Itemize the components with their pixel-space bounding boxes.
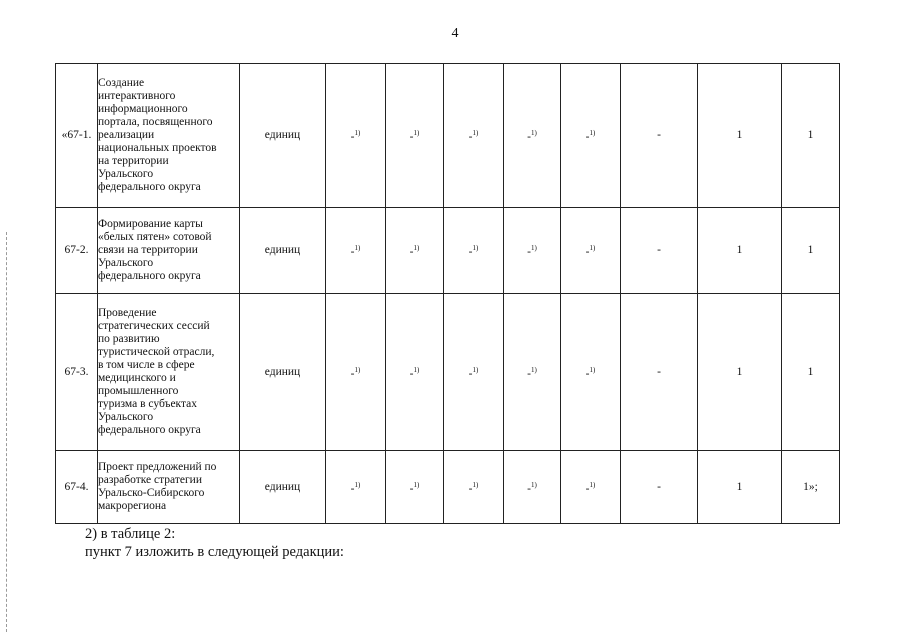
footnote-marker: 1) <box>413 129 420 137</box>
value-text: - <box>585 131 590 143</box>
footnote-marker: 1) <box>354 365 361 374</box>
row-number: «67-1. <box>56 64 98 208</box>
footnote-marker: 1) <box>531 244 537 252</box>
footnote-marker: 1) <box>531 365 537 374</box>
value-text: - <box>585 482 590 495</box>
margin-binding-line <box>6 232 7 632</box>
row-value-cell <box>444 451 504 524</box>
footer-line-1: 2) в таблице 2: <box>85 526 176 542</box>
value-text: - <box>585 246 590 258</box>
row-value-cell <box>504 208 561 294</box>
indicator-table <box>55 63 840 524</box>
row-value-cell <box>504 294 561 451</box>
row-value-v6: - <box>621 294 698 451</box>
value-text: - <box>527 246 531 258</box>
value-text: - <box>527 482 531 495</box>
footnote-marker: 1) <box>589 480 596 489</box>
value-text: - <box>527 367 531 380</box>
row-number: 67-2. <box>56 208 98 294</box>
value-text: - <box>468 367 473 380</box>
footnote-marker: 1) <box>531 129 537 137</box>
row-description: Проект предложений по разработке стратегии Уральско-Сибирского макрорегиона <box>98 451 240 524</box>
value-text: - <box>409 367 414 380</box>
row-value-cell <box>386 208 444 294</box>
page-number: 4 <box>451 26 459 41</box>
value-text: - <box>350 131 355 143</box>
row-value-cell <box>326 208 386 294</box>
value-text: - <box>350 246 355 258</box>
row-value-v6: - <box>621 64 698 208</box>
row-value-cell <box>326 451 386 524</box>
table-row <box>56 64 840 208</box>
footnote-marker: 1) <box>354 244 361 252</box>
row-value-v7: 1 <box>698 451 782 524</box>
footnote-marker: 1) <box>354 480 361 489</box>
value-text: - <box>409 131 414 143</box>
row-value-cell <box>504 451 561 524</box>
footnote-marker: 1) <box>413 480 420 489</box>
value-text: - <box>585 367 590 380</box>
footnote-marker: 1) <box>413 244 420 252</box>
row-value-cell <box>444 208 504 294</box>
row-unit: единиц <box>240 208 326 294</box>
row-value-cell <box>561 64 621 208</box>
row-value-cell <box>561 208 621 294</box>
footnote-marker: 1) <box>589 365 596 374</box>
table-row <box>56 451 840 524</box>
footnote-marker: 1) <box>589 129 596 137</box>
row-value-cell <box>326 294 386 451</box>
row-value-cell <box>386 64 444 208</box>
row-value-v6: - <box>621 208 698 294</box>
value-text: - <box>409 246 414 258</box>
row-value-cell <box>386 451 444 524</box>
footer-line-2: пункт 7 изложить в следующей редакции: <box>85 544 344 560</box>
value-text: - <box>350 367 355 380</box>
footnote-marker: 1) <box>354 129 361 137</box>
row-description: Проведение стратегических сессий по развитию туристической отрасли, в том числе в сфере медицинского и промышленного туризма в субъектах Уральского федерального округа <box>98 294 240 451</box>
footnote-marker: 1) <box>472 365 479 374</box>
row-value-cell <box>326 64 386 208</box>
footnote-marker: 1) <box>589 244 596 252</box>
row-number: 67-3. <box>56 294 98 451</box>
value-text: - <box>527 131 531 143</box>
row-value-cell <box>561 451 621 524</box>
footnote-marker: 1) <box>472 480 479 489</box>
footnote-marker: 1) <box>531 480 537 489</box>
row-number: 67-4. <box>56 451 98 524</box>
row-value-v7: 1 <box>698 208 782 294</box>
row-value-cell <box>504 64 561 208</box>
row-unit: единиц <box>240 64 326 208</box>
row-value-v7: 1 <box>698 64 782 208</box>
row-value-cell <box>561 294 621 451</box>
value-text: - <box>468 246 473 258</box>
table-row <box>56 294 840 451</box>
row-value-cell <box>386 294 444 451</box>
value-text: - <box>468 131 473 143</box>
row-value-v8: 1 <box>782 64 840 208</box>
row-value-v7: 1 <box>698 294 782 451</box>
table-row <box>56 208 840 294</box>
row-value-v8: 1 <box>782 294 840 451</box>
row-description: Создание интерактивного информационного портала, посвященного реализации национальных проектов на территории Уральского федерального округа <box>98 64 240 208</box>
row-value-v6: - <box>621 451 698 524</box>
footnote-marker: 1) <box>472 129 479 137</box>
footnote-marker: 1) <box>413 365 420 374</box>
value-text: - <box>409 482 414 495</box>
row-value-v8: 1 <box>782 208 840 294</box>
row-value-cell <box>444 64 504 208</box>
row-value-cell <box>444 294 504 451</box>
row-unit: единиц <box>240 451 326 524</box>
value-text: - <box>468 482 473 495</box>
row-description: Формирование карты «белых пятен» сотовой связи на территории Уральского федерального округа <box>98 208 240 294</box>
row-value-v8: 1»; <box>782 451 840 524</box>
row-unit: единиц <box>240 294 326 451</box>
footnote-marker: 1) <box>472 244 479 252</box>
value-text: - <box>350 482 355 495</box>
